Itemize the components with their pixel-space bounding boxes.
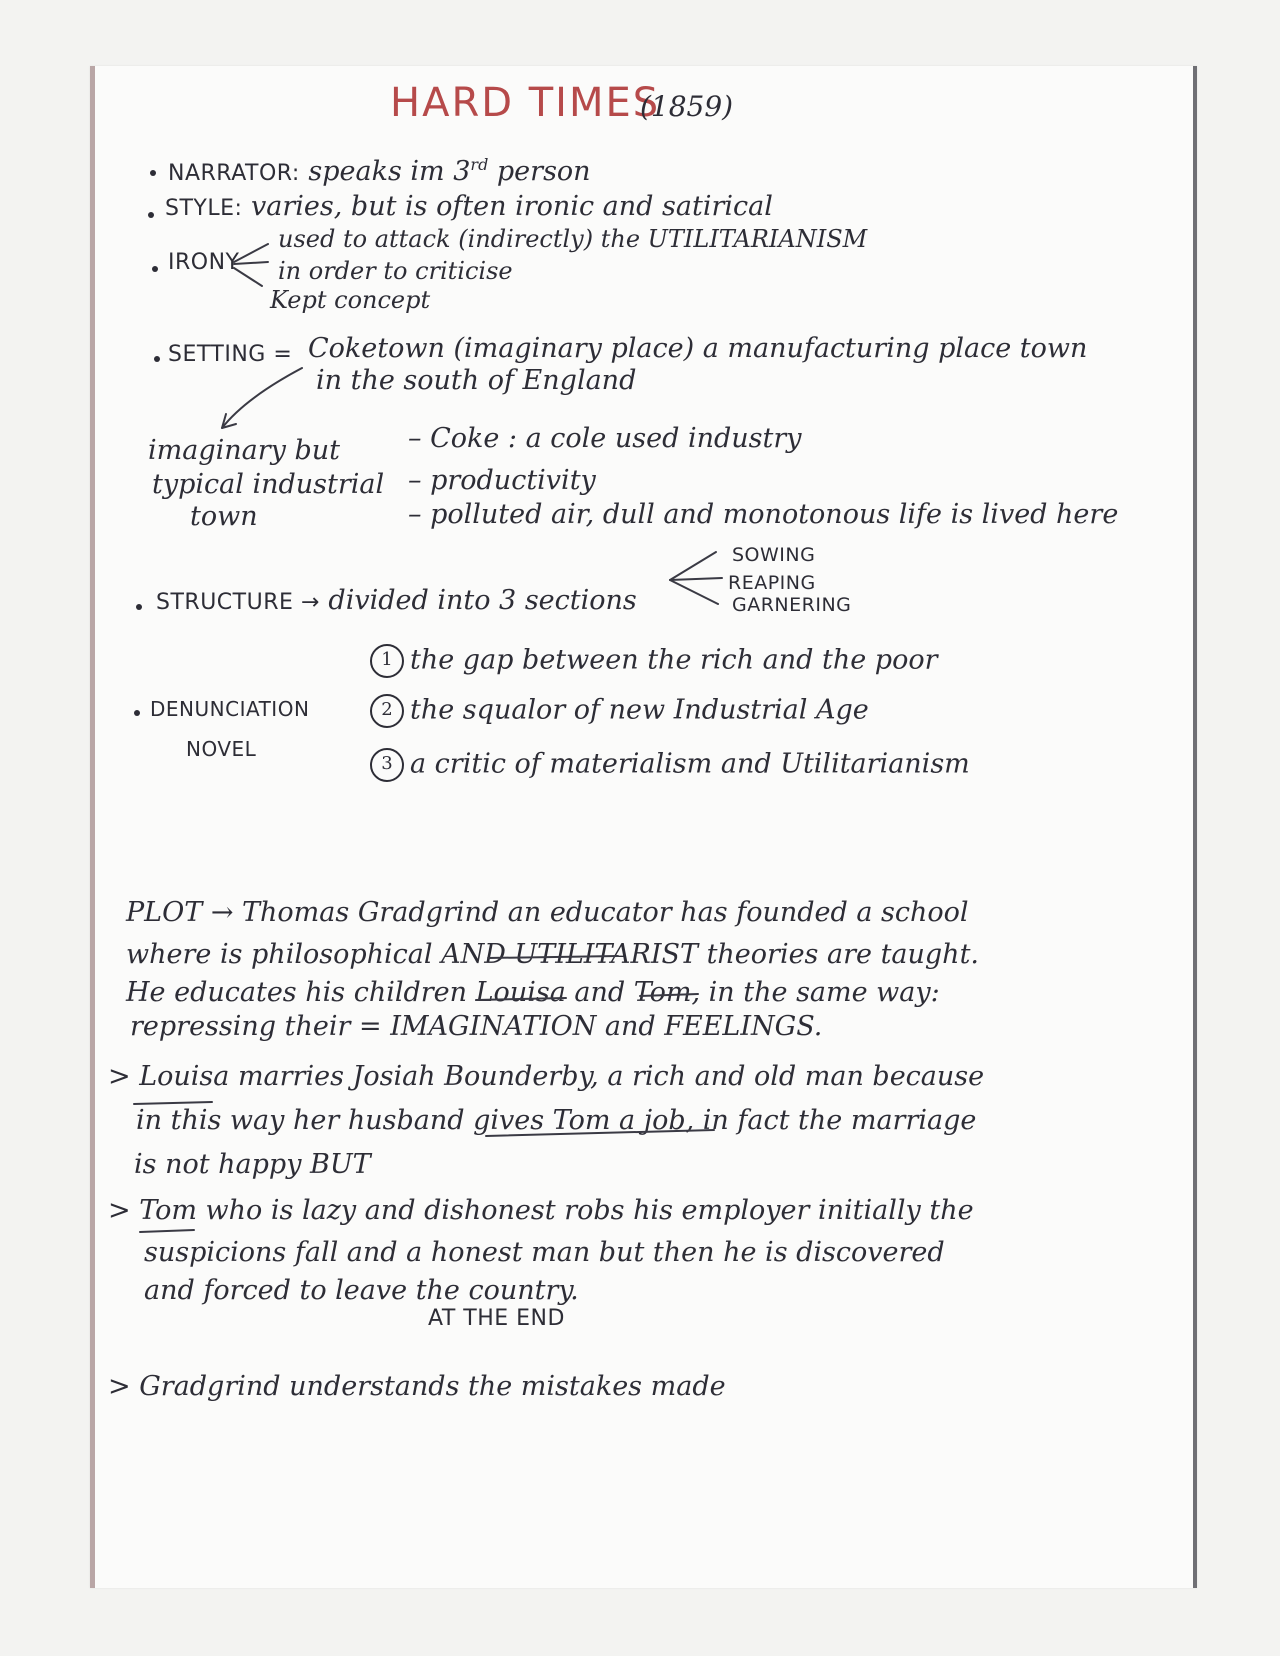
- number-circle-1: 1: [370, 644, 404, 678]
- plot-line-6: in this way her husband gives Tom a job, in fact the marriage: [136, 1105, 977, 1136]
- irony-branch-stroke-1: [234, 244, 268, 262]
- setting-note-3: town: [190, 501, 258, 532]
- denunciation-label-1: DENUNCIATION: [150, 697, 310, 721]
- irony-branch-2: in order to criticise: [278, 257, 513, 285]
- structure-branch-2: [670, 578, 722, 580]
- irony-label: IRONY: [168, 250, 240, 275]
- title-year: (1859): [640, 90, 734, 123]
- number-circle-3: 3: [370, 748, 404, 782]
- plot-line-5: > Louisa marries Josiah Bounderby, a rich and old man because: [108, 1061, 985, 1092]
- setting-arrow-line: [222, 368, 302, 428]
- point-2-text: the squalor of new Industrial Age: [410, 694, 869, 726]
- irony-branch-stroke-3: [234, 268, 262, 286]
- irony-branch-1: used to attack (indirectly) the UTILITARIANISM: [278, 225, 868, 253]
- underline-tom-2: [140, 1230, 194, 1232]
- plot-line-10: and forced to leave the country.: [144, 1275, 579, 1306]
- setting-line-1: Coketown (imaginary place) a manufacturing place town: [308, 333, 1088, 364]
- structure-branch-3: [670, 580, 718, 604]
- plot-line-3: He educates his children Louisa and Tom, in the same way:: [126, 977, 940, 1008]
- narrator-text2: person: [488, 156, 591, 187]
- plot-line-1: PLOT → Thomas Gradgrind an educator has founded a school: [126, 897, 969, 928]
- structure-label: STRUCTURE →: [156, 590, 320, 615]
- setting-note-2: typical industrial: [152, 469, 385, 500]
- irony-branch-3: Kept concept: [270, 286, 431, 314]
- setting-note-1: imaginary but: [148, 435, 341, 466]
- plot-line-12: > Gradgrind understands the mistakes made: [108, 1371, 726, 1402]
- underline-tom-1: [640, 994, 698, 996]
- underline-utilitarist: [488, 956, 618, 958]
- plot-line-2: where is philosophical AND UTILITARIST theories are taught.: [126, 939, 980, 970]
- style-label: STYLE:: [165, 196, 243, 221]
- section-garnering: GARNERING: [732, 594, 852, 616]
- section-reaping: REAPING: [728, 572, 816, 594]
- denunciation-label-2: NOVEL: [186, 737, 257, 761]
- plot-line-7: is not happy BUT: [134, 1149, 371, 1180]
- section-sowing: SOWING: [732, 544, 816, 566]
- plot-line-9: suspicions fall and a honest man but then he is discovered: [144, 1237, 945, 1268]
- setting-detail-1: – Coke : a cole used industry: [408, 423, 802, 454]
- plot-line-4: repressing their = IMAGINATION and FEELINGS.: [130, 1011, 823, 1042]
- structure-text: divided into 3 sections: [328, 585, 637, 616]
- plot-line-11: AT THE END: [428, 1306, 565, 1331]
- number-circle-2: 2: [370, 694, 404, 728]
- setting-detail-2: – productivity: [408, 465, 596, 496]
- narrator-label: NARRATOR:: [168, 161, 300, 186]
- narrator-sup: rd: [470, 155, 489, 174]
- setting-label: SETTING =: [168, 342, 293, 367]
- underline-louisa: [476, 998, 566, 1000]
- irony-branch-stroke-2: [234, 262, 268, 264]
- page-title: HARD TIMES: [390, 80, 661, 126]
- plot-line-8: > Tom who is lazy and dishonest robs his employer initially the: [108, 1195, 974, 1226]
- underline-louisa-2: [134, 1102, 212, 1104]
- narrator-text: speaks im 3: [308, 156, 471, 187]
- setting-line-2: in the south of England: [316, 365, 637, 396]
- setting-detail-3: – polluted air, dull and monotonous life is lived here: [408, 499, 1119, 530]
- structure-branch-1: [670, 552, 716, 580]
- point-1-text: the gap between the rich and the poor: [410, 644, 938, 676]
- point-3-text: a critic of materialism and Utilitarianism: [410, 748, 970, 780]
- underline-gives-tom-job: [486, 1130, 714, 1136]
- style-text: varies, but is often ironic and satirical: [251, 191, 773, 222]
